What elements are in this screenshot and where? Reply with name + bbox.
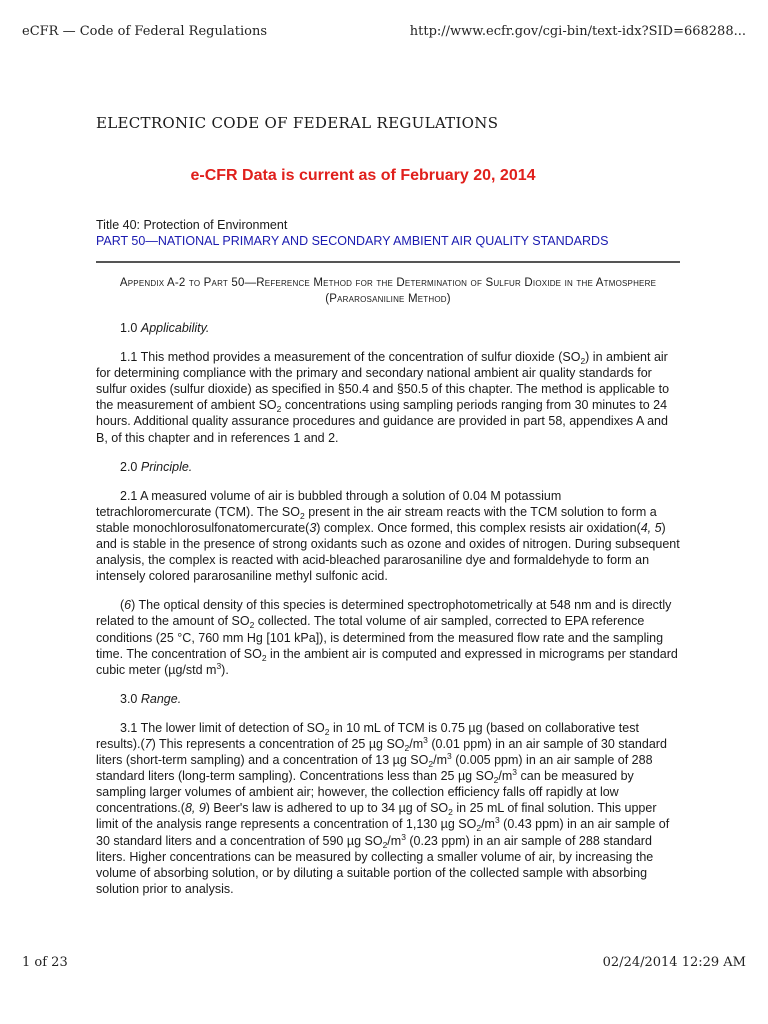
text-run: ) This represents a concentration of 25 µg SO bbox=[151, 736, 405, 751]
subscript: 2 bbox=[300, 510, 305, 521]
text-run: (0.23 ppm) in an air sample of 288 standard liters. Higher concentrations can be measured by collecting a smaller volume of air, by increasing the volume of absorbing solution, or by diluting a suitable portion of the collected sample with absorbing solution prior to analysis. bbox=[96, 833, 654, 896]
title-line: Title 40: Protection of Environment bbox=[96, 218, 288, 232]
text-run: 3.1 The lower limit of detection of SO bbox=[120, 720, 325, 735]
paragraph-2-2 bbox=[96, 597, 680, 677]
appendix-heading: Appendix A-2 to Part 50—Reference Method for the Determination of Sulfur Dioxide in the Atmosphere (Pararosaniline Method) bbox=[119, 277, 657, 305]
text-run: present in the air stream reacts with the TCM solution to form a stable monochlorosulfonatomercurate( bbox=[96, 504, 657, 535]
text-run: collected. The total volume of air sampled, corrected to EPA reference conditions (25 °C, 760 mm Hg [101 kPa]), is determined from the measured flow rate and the sampling time. The concentration of SO bbox=[96, 614, 664, 661]
text-run: in 25 mL of final solution. This upper limit of the analysis range represents a concentration of 1,130 µg SO bbox=[96, 801, 657, 832]
text-run: (0.005 ppm) in an air sample of 288 standard liters (long-term sampling). Concentrations less than 25 µg SO bbox=[96, 753, 653, 784]
data-currency-notice: e-CFR Data is current as of February 20, 2014 bbox=[190, 167, 536, 184]
section-title: Range. bbox=[140, 691, 182, 706]
section-heading-3 bbox=[96, 691, 680, 707]
reference-number: 8, 9 bbox=[184, 801, 206, 816]
print-header bbox=[22, 24, 746, 39]
section-number: 1.0 bbox=[120, 321, 141, 335]
regulation-body bbox=[96, 320, 680, 910]
subscript: 2 bbox=[404, 742, 410, 753]
subscript: 2 bbox=[249, 620, 255, 631]
text-run: 2.1 A measured volume of air is bubbled through a solution of 0.04 M potassium tetrachloromercurate (TCM). The SO bbox=[96, 488, 562, 519]
text-run: (0.01 ppm) in an air sample of 30 standard liters (short-term sampling) and a concentration of 13 µg SO bbox=[96, 736, 667, 768]
text-run: (0.43 ppm) in an air sample of 30 standard liters and a concentration of 590 µg SO bbox=[96, 817, 670, 848]
superscript: 3 bbox=[216, 660, 222, 671]
reference-number: 3 bbox=[309, 520, 317, 535]
subscript: 2 bbox=[580, 356, 586, 367]
text-run: in the ambient air is computed and expressed in micrograms per standard cubic meter (µg/std m bbox=[96, 646, 678, 677]
section-number: 3.0 bbox=[120, 691, 141, 706]
subscript: 2 bbox=[261, 652, 267, 663]
text-run: /m bbox=[409, 736, 424, 751]
print-timestamp: 02/24/2014 12:29 AM bbox=[602, 955, 746, 970]
text-run: /m bbox=[433, 753, 447, 768]
text-run: ) and is stable in the presence of strong oxidants such as ozone and oxides of nitrogen. During subsequent analysis, the complex is reacted with acid-bleached pararosaniline dye and formaldehyde to form an intensely colored pararosaniline methyl sulfonic acid. bbox=[96, 520, 680, 584]
subscript: 2 bbox=[428, 759, 434, 770]
text-run: ). bbox=[221, 662, 229, 677]
page-count: 1 of 23 bbox=[22, 955, 68, 970]
paragraph-1-1 bbox=[96, 349, 680, 446]
text-run: ) complex. Once formed, this complex resists air oxidation( bbox=[316, 520, 641, 535]
section-number: 2.0 bbox=[120, 459, 141, 474]
text-run: ) The optical density of this species is determined spectrophotometrically at 548 nm and is directly related to the amount of SO bbox=[96, 598, 672, 629]
subscript: 2 bbox=[382, 839, 388, 850]
subscript: 2 bbox=[493, 775, 499, 786]
text-run: 1.1 This method provides a measurement of the concentration of sulfur dioxide (SO bbox=[120, 350, 581, 365]
text-run: concentrations using sampling periods ranging from 30 minutes to 24 hours. Additional quality assurance procedures and guidance are provided in part 58, appendixes A and B, of this chapter and in references 1 and 2. bbox=[96, 398, 668, 445]
text-run: /m bbox=[387, 833, 402, 848]
subscript: 2 bbox=[448, 807, 453, 818]
text-run: ) Beer's law is adhered to up to 34 µg of SO bbox=[205, 801, 449, 816]
divider bbox=[96, 261, 680, 263]
section-heading-1 bbox=[96, 320, 680, 336]
document-title: ELECTRONIC CODE OF FEDERAL REGULATIONS bbox=[96, 114, 499, 132]
reference-number: 6 bbox=[124, 598, 132, 613]
text-run: /m bbox=[498, 769, 513, 784]
site-title: eCFR — Code of Federal Regulations bbox=[22, 24, 268, 39]
paragraph-3-1 bbox=[96, 720, 680, 897]
text-run: /m bbox=[481, 817, 495, 832]
superscript: 3 bbox=[401, 831, 406, 842]
subscript: 2 bbox=[324, 726, 330, 737]
subscript: 2 bbox=[276, 404, 282, 415]
superscript: 3 bbox=[512, 767, 518, 778]
section-title: Principle. bbox=[140, 459, 193, 474]
paragraph-2-1 bbox=[96, 488, 680, 585]
section-title: Applicability. bbox=[140, 321, 210, 335]
section-heading-2 bbox=[96, 459, 680, 475]
text-run: ( bbox=[120, 598, 125, 613]
reference-number: 4, 5 bbox=[640, 520, 662, 535]
superscript: 3 bbox=[423, 734, 428, 745]
text-run: in 10 mL of TCM is 0.75 µg (based on collaborative test results).( bbox=[96, 720, 639, 751]
reference-number: 7 bbox=[144, 736, 152, 751]
text-run: ) in ambient air for determining compliance with the primary and secondary national ambient air quality standards for sulfur oxides (sulfur dioxide) as specified in §50.4 and §50.5 of this chapter. The method is applicable to the measurement of ambient SO bbox=[96, 350, 670, 413]
page-url: http://www.ecfr.gov/cgi-bin/text-idx?SID=668288... bbox=[409, 24, 746, 39]
subscript: 2 bbox=[476, 823, 482, 834]
print-footer bbox=[22, 955, 746, 970]
part-50-link[interactable]: PART 50—NATIONAL PRIMARY AND SECONDARY AMBIENT AIR QUALITY STANDARDS bbox=[96, 234, 609, 248]
text-run: can be measured by sampling larger volumes of ambient air; however, the collection efficiency falls off rapidly at low concentrations.( bbox=[96, 769, 634, 816]
superscript: 3 bbox=[494, 815, 500, 826]
superscript: 3 bbox=[446, 751, 452, 762]
